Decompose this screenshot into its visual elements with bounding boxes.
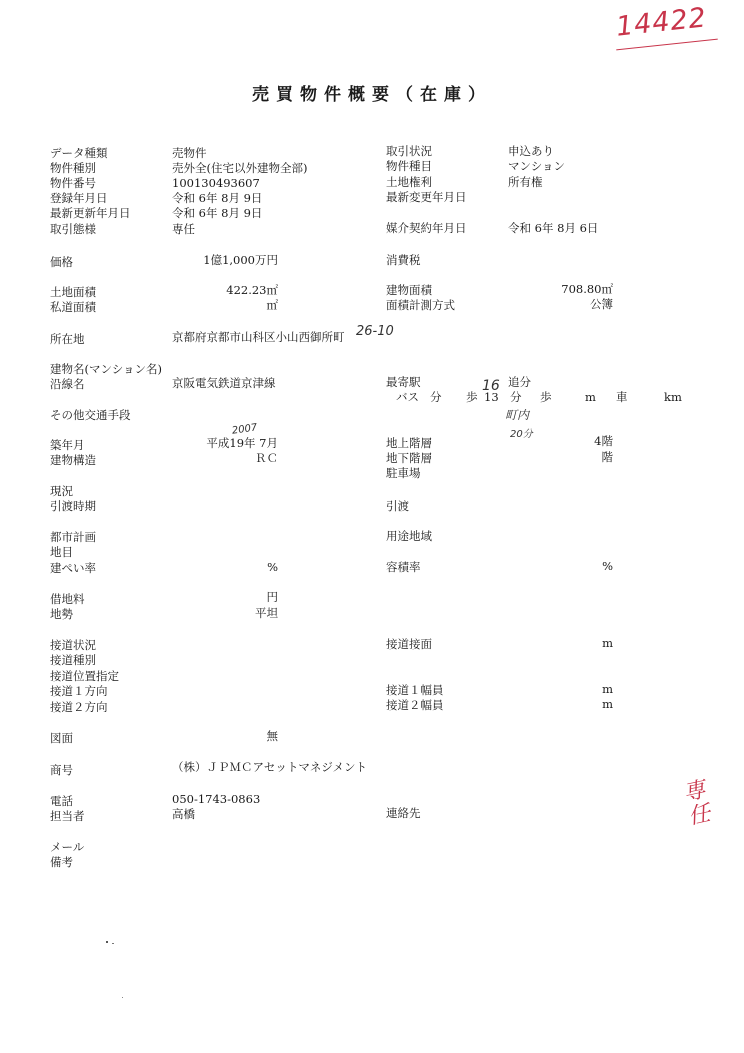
label-walk-minutes: 追分 [508,375,531,389]
label-walk-step: 歩 [540,390,552,404]
label-last-update: 最新更新年月日 [50,206,131,220]
label-city-plan: 都市計画 [50,530,96,544]
label-road-frontage: 接道接面 [386,637,432,651]
label-transaction-mode: 取引態様 [50,222,96,236]
scan-speck [112,943,114,944]
value-staff: 高橋 [172,807,195,821]
label-walk-min: 分 [510,390,522,404]
value-property-item: マンション [508,159,565,173]
value-floor-area-unit: % [602,559,613,573]
label-other-transport: その他交通手段 [50,408,131,422]
handwritten-note-1: 町内 [505,408,530,422]
label-land-rights: 土地権利 [386,175,432,189]
label-lease-fee: 借地料 [50,592,85,606]
value-bus-walk-printed: 13 [484,390,499,404]
label-car: 車 [616,390,628,404]
label-staff: 担当者 [50,809,85,823]
value-lease-unit: 円 [266,590,278,604]
label-line-name: 沿線名 [50,377,85,391]
label-parking: 駐車場 [386,466,421,480]
label-last-change: 最新変更年月日 [386,190,467,204]
scan-speck [106,941,108,943]
label-coverage-ratio: 建ぺい率 [50,561,96,575]
value-road1-width-unit: m [602,682,613,696]
value-price: 1億1,000万円 [203,253,278,267]
value-line-name: 京阪電気鉄道京津線 [172,376,276,390]
label-walk: 歩 [466,390,478,404]
label-bus-min: 分 [430,390,442,404]
scan-speck [122,997,123,998]
label-road-status: 接道状況 [50,638,96,652]
value-transaction-mode: 専任 [172,222,195,236]
label-property-number: 物件番号 [50,176,96,190]
value-phone: 050-1743-0863 [172,792,261,806]
value-floors-below-unit: 階 [601,450,613,464]
value-location: 京都府京都市山科区小山西御所町 [172,330,345,344]
label-remarks: 備考 [50,855,73,869]
label-property-type: 物件種別 [50,161,96,175]
label-land-category: 地目 [50,545,73,559]
handwritten-bus-minutes: 16 [482,378,500,394]
value-road-frontage-unit: m [602,636,613,650]
value-coverage-unit: % [267,560,278,574]
label-structure: 建物構造 [50,453,96,467]
value-data-type: 売物件 [172,146,207,160]
label-bus: バス [396,390,419,404]
label-built: 築年月 [50,438,85,452]
value-property-type: 売外全(住宅以外建物全部) [172,161,308,175]
value-last-update: 令和 6年 8月 9日 [172,206,263,220]
label-current-state: 現況 [50,484,73,498]
value-floor-plan: 無 [266,729,278,743]
label-floor-plan: 図面 [50,731,73,745]
label-road1-width: 接道１幅員 [386,683,444,697]
label-floors-above: 地上階層 [386,436,432,450]
label-road2-width: 接道２幅員 [386,698,444,712]
label-building-area: 建物面積 [386,283,432,297]
label-use-district: 用途地域 [386,529,432,543]
label-phone: 電話 [50,794,73,808]
value-private-road-unit: ㎡ [266,298,278,312]
handwritten-year: 2007 [231,422,259,437]
label-email: メール [50,840,85,854]
label-road-type: 接道種別 [50,653,96,667]
label-building-name: 建物名(マンション名) [50,362,162,376]
label-price: 価格 [50,255,73,269]
label-private-road-area: 私道面積 [50,300,96,314]
label-location: 所在地 [50,332,85,346]
handwritten-stamp-exclusive: 専任 [681,777,713,830]
handwritten-doc-number: 14422 [614,2,709,43]
label-km: km [664,390,682,404]
value-structure: ＲＣ [255,451,278,465]
page-title: 売買物件概要（在庫） [252,85,492,105]
label-road1-direction: 接道１方向 [50,684,108,698]
label-nearest-station: 最寄駅 [386,375,421,389]
label-land-area: 土地面積 [50,285,96,299]
value-property-number: 100130493607 [172,176,260,190]
label-road-designation: 接道位置指定 [50,669,119,683]
label-company: 商号 [50,763,73,777]
label-handover: 引渡 [386,499,409,513]
label-registration-date: 登録年月日 [50,191,108,205]
label-brokerage-date: 媒介契約年月日 [386,221,467,235]
label-contact: 連絡先 [386,806,421,820]
value-registration-date: 令和 6年 8月 9日 [172,191,263,205]
label-road2-direction: 接道２方向 [50,700,108,714]
label-floor-area-ratio: 容積率 [386,560,421,574]
handwritten-note-2: 20分 [510,429,533,440]
label-property-item: 物件種目 [386,159,432,173]
value-area-method: 公簿 [590,297,613,311]
label-terrain: 地勢 [50,607,73,621]
value-company: （株）ＪＰＭＣアセットマネジメント [172,760,368,774]
handwritten-address-number: 26-10 [356,324,394,339]
label-meter: m [585,390,596,404]
label-area-method: 面積計測方式 [386,298,455,312]
value-floors-above: 4階 [594,434,613,448]
value-built: 平成19年 7月 [206,436,278,450]
value-terrain: 平坦 [255,606,278,620]
value-land-rights: 所有権 [508,175,543,189]
label-floors-below: 地下階層 [386,451,432,465]
value-transaction-status: 申込あり [508,144,554,158]
value-brokerage-date: 令和 6年 8月 6日 [508,221,599,235]
value-building-area: 708.80㎡ [561,282,613,296]
value-road2-width-unit: m [602,697,613,711]
label-handover-time: 引渡時期 [50,499,96,513]
label-consumption-tax: 消費税 [386,253,421,267]
label-data-type: データ種類 [50,146,108,160]
label-transaction-status: 取引状況 [386,144,432,158]
value-land-area: 422.23㎡ [226,283,278,297]
